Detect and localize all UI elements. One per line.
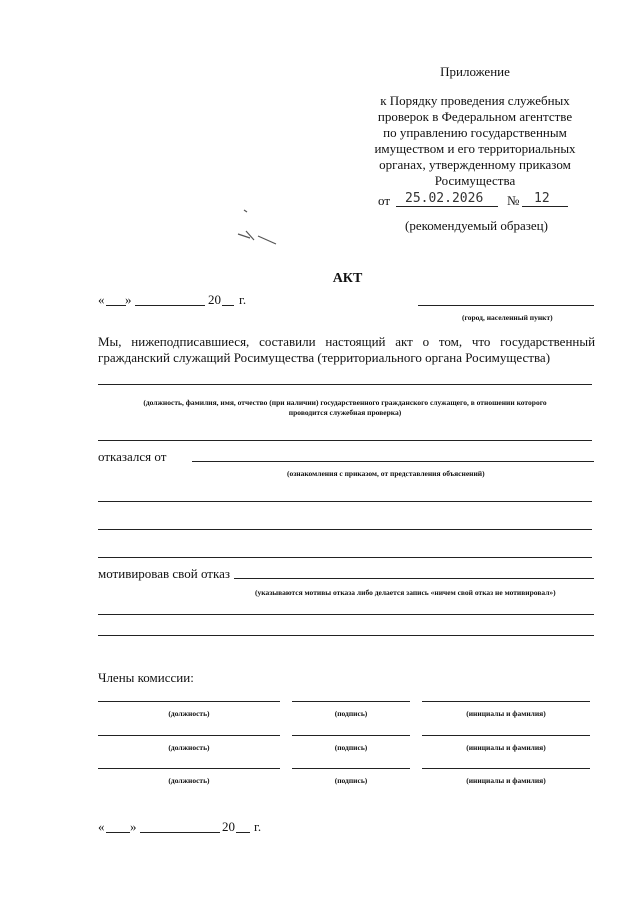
member-name-caption: (инициалы и фамилия): [466, 709, 546, 718]
footer-date-close-quote: »: [130, 819, 137, 834]
refused-caption: (ознакомления с приказом, от представления объяснений): [287, 469, 485, 478]
footer-date-month-line: [140, 832, 220, 833]
intro-line-2: гражданский служащий Росимущества (территориального органа Росимущества): [98, 350, 551, 365]
intro-word: о: [422, 334, 430, 349]
member-position-line: [98, 701, 280, 702]
act-date-month-line: [135, 305, 205, 306]
city-caption: (город, населенный пункт): [462, 313, 553, 322]
member-position-line: [98, 735, 280, 736]
commission-label: Члены комиссии:: [98, 670, 194, 685]
member-position-line: [98, 768, 280, 769]
member-signature-line: [292, 701, 410, 702]
order-number-label: №: [507, 193, 520, 208]
act-date-year-prefix: 20: [208, 292, 221, 307]
order-date-label: от: [378, 193, 391, 208]
member-name-line: [422, 701, 590, 702]
member-signature-caption: (подпись): [334, 776, 368, 785]
act-title: АКТ: [332, 271, 363, 286]
person-caption-line: (должность, фамилия, имя, отчество (при наличии) государственного гражданского служащего, в отношении которого: [143, 398, 547, 407]
act-date-year-line: [222, 305, 234, 306]
appendix-text-block: [360, 93, 590, 189]
member-signature-line: [292, 768, 410, 769]
member-signature-caption: (подпись): [334, 743, 368, 752]
order-number-value: 12: [534, 191, 550, 206]
order-date-underline: [396, 206, 498, 207]
intro-word: настоящий: [325, 334, 386, 349]
intro-word: составили: [259, 334, 316, 349]
person-extra-line: [98, 440, 592, 441]
motivated-label: мотивировав свой отказ: [98, 566, 230, 581]
motivated-caption: (указываются мотивы отказа либо делается запись «ничем свой отказ не мотивировал»): [255, 588, 556, 597]
member-position-caption: (должность): [168, 776, 210, 785]
intro-word: том,: [438, 334, 463, 349]
appendix-line: проверок в Федеральном агентстве: [377, 109, 573, 124]
act-date-day-line: [106, 305, 126, 306]
footer-date-year-suffix: г.: [254, 819, 262, 834]
blank-line: [98, 635, 594, 636]
blank-line: [98, 557, 592, 558]
member-signature-line: [292, 735, 410, 736]
footer-date-open-quote: «: [98, 819, 105, 834]
act-date-year-suffix: г.: [239, 292, 247, 307]
scan-mark-icon: [228, 200, 288, 250]
refused-line: [192, 461, 594, 462]
footer-date-year-line: [236, 832, 250, 833]
person-caption: [98, 398, 592, 418]
sample-note: (рекомендуемый образец): [405, 218, 548, 233]
appendix-line: имуществом и его территориальных: [374, 141, 576, 156]
appendix-line: к Порядку проведения служебных: [380, 93, 570, 108]
person-line: [98, 384, 592, 385]
intro-word: Мы,: [98, 334, 122, 349]
member-position-caption: (должность): [168, 709, 210, 718]
blank-line: [98, 614, 594, 615]
refused-label: отказался от: [98, 449, 167, 464]
appendix-line: по управлению государственным: [383, 125, 567, 140]
intro-word: государственный: [500, 334, 596, 349]
footer-date-year-prefix: 20: [222, 819, 235, 834]
appendix-line: Росимущества: [434, 173, 516, 188]
motivated-line: [234, 578, 594, 579]
intro-word: акт: [395, 334, 413, 349]
appendix-line: органах, утвержденному приказом: [379, 157, 571, 172]
blank-line: [98, 529, 592, 530]
person-caption-line: проводится служебная проверка): [288, 408, 402, 417]
city-line: [418, 305, 594, 306]
member-name-line: [422, 735, 590, 736]
footer-date-day-line: [106, 832, 130, 833]
member-position-caption: (должность): [168, 743, 210, 752]
member-name-caption: (инициалы и фамилия): [466, 776, 546, 785]
blank-line: [98, 501, 592, 502]
act-date-open-quote: «: [98, 292, 105, 307]
intro-word: нижеподписавшиеся,: [131, 334, 250, 349]
intro-word: что: [471, 334, 491, 349]
member-name-caption: (инициалы и фамилия): [466, 743, 546, 752]
order-number-underline: [522, 206, 568, 207]
appendix-title: Приложение: [440, 64, 510, 79]
act-date-close-quote: »: [125, 292, 132, 307]
order-date-value: 25.02.2026: [405, 191, 484, 206]
intro-line-1: [98, 334, 595, 350]
member-signature-caption: (подпись): [334, 709, 368, 718]
member-name-line: [422, 768, 590, 769]
